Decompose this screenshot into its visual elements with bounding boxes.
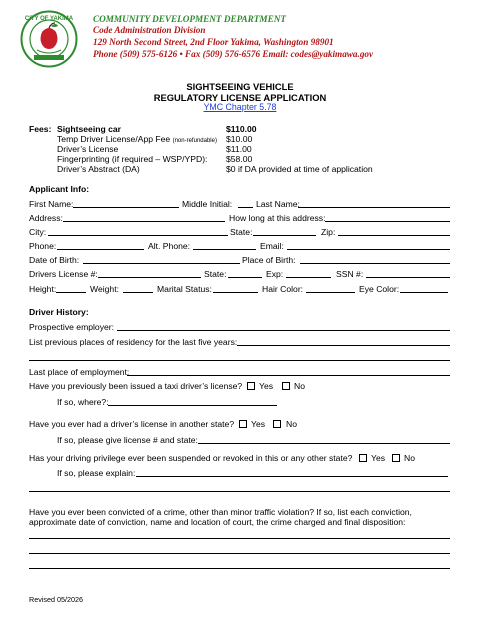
zip-label: Zip: <box>321 227 336 237</box>
driver-history-heading: Driver History: <box>29 307 89 317</box>
last-employment-field[interactable] <box>127 375 450 376</box>
hair-color-label: Hair Color: <box>262 284 304 294</box>
other-state-yes-checkbox[interactable] <box>239 420 247 428</box>
pob-field[interactable] <box>300 263 450 264</box>
svg-text:CITY OF YAKIMA: CITY OF YAKIMA <box>24 16 74 22</box>
fee-item-amount: $110.00 <box>226 124 257 134</box>
dob-label: Date of Birth: <box>29 255 80 265</box>
explain-field[interactable] <box>136 476 448 477</box>
revised-date: Revised 05/2026 <box>29 595 83 604</box>
yes-label: Yes <box>259 381 274 391</box>
taxi-where-label: If so, where?: <box>57 397 109 407</box>
last-name-field[interactable] <box>298 207 450 208</box>
middle-initial-label: Middle Initial: <box>182 199 233 209</box>
applicant-info-heading: Applicant Info: <box>29 184 90 194</box>
conviction-field-line[interactable] <box>29 538 450 539</box>
ymc-chapter-link[interactable]: YMC Chapter 5.78 <box>203 102 277 112</box>
fees-label: Fees: <box>29 124 52 134</box>
zip-field[interactable] <box>338 235 450 236</box>
alt-phone-label: Alt. Phone: <box>148 241 191 251</box>
conviction-field-line[interactable] <box>29 568 450 569</box>
marital-status-field[interactable] <box>213 292 258 293</box>
conviction-field-line[interactable] <box>29 553 450 554</box>
form-title-line1: SIGHTSEEING VEHICLE <box>186 81 294 92</box>
explain-field-continued[interactable] <box>29 491 450 492</box>
ssn-label: SSN #: <box>336 269 364 279</box>
residency-field-continued[interactable] <box>29 360 450 361</box>
department-address: 129 North Second Street, 2nd Floor Yakima, Washington 98901 <box>93 37 334 47</box>
exp-field[interactable] <box>286 277 331 278</box>
fee-item-amount: $58.00 <box>226 154 253 164</box>
other-state-detail-label: If so, please give license # and state: <box>57 435 198 445</box>
ssn-field[interactable] <box>366 277 450 278</box>
other-state-no-checkbox[interactable] <box>273 420 281 428</box>
address-field[interactable] <box>63 221 225 222</box>
other-state-question: Have you ever had a driver’s license in another state? <box>29 419 235 429</box>
residency-label: List previous places of residency for the last five years: <box>29 337 238 347</box>
explain-label: If so, please explain: <box>57 468 136 478</box>
first-name-field[interactable] <box>73 207 179 208</box>
email-label: Email: <box>260 241 284 251</box>
department-name: COMMUNITY DEVELOPMENT DEPARTMENT <box>93 14 286 24</box>
last-name-label: Last Name: <box>256 199 300 209</box>
city-field[interactable] <box>48 235 228 236</box>
drivers-license-field[interactable] <box>98 277 201 278</box>
conviction-question-line1: Have you ever been convicted of a crime, other than minor traffic violation? If so, list each conviction, <box>29 507 412 517</box>
marital-status-label: Marital Status: <box>157 284 212 294</box>
how-long-label: How long at this address: <box>229 213 326 223</box>
yes-label: Yes <box>251 419 266 429</box>
suspended-question: Has your driving privilege ever been suspended or revoked in this or any other state? <box>29 453 353 463</box>
exp-label: Exp: <box>266 269 284 279</box>
taxi-license-question: Have you previously been issued a taxi driver’s license? <box>29 381 243 391</box>
division-name: Code Administration Division <box>93 25 206 35</box>
dl-state-label: State: <box>204 269 227 279</box>
dl-state-field[interactable] <box>228 277 262 278</box>
fee-item-name: Sightseeing car <box>57 124 121 134</box>
taxi-no-checkbox[interactable] <box>282 382 290 390</box>
eye-color-field[interactable] <box>400 292 448 293</box>
state-field[interactable] <box>253 235 316 236</box>
alt-phone-field[interactable] <box>193 249 256 250</box>
how-long-field[interactable] <box>325 221 450 222</box>
drivers-license-label: Drivers License #: <box>29 269 98 279</box>
city-seal-logo <box>20 10 78 68</box>
yes-label: Yes <box>371 453 386 463</box>
no-label: No <box>404 453 415 463</box>
height-label: Height: <box>29 284 57 294</box>
residency-field[interactable] <box>237 345 450 346</box>
email-field[interactable] <box>287 249 450 250</box>
weight-field[interactable] <box>123 292 153 293</box>
state-label: State: <box>230 227 253 237</box>
prospective-employer-field[interactable] <box>117 330 450 331</box>
last-employment-label: Last place of employment: <box>29 367 130 377</box>
fee-item-name: Fingerprinting (if required – WSP/YPD): <box>57 154 208 164</box>
first-name-label: First Name: <box>29 199 74 209</box>
city-label: City: <box>29 227 47 237</box>
pob-label: Place of Birth: <box>242 255 296 265</box>
fee-item-amount: $11.00 <box>226 144 252 154</box>
address-label: Address: <box>29 213 63 223</box>
fee-item-name: Driver’s Abstract (DA) <box>57 164 140 174</box>
form-title-line2: REGULATORY LICENSE APPLICATION <box>153 92 327 103</box>
suspended-yes-checkbox[interactable] <box>359 454 367 462</box>
department-contact: Phone (509) 575-6126 • Fax (509) 576-6576 Email: codes@yakimawa.gov <box>93 49 374 59</box>
fee-item-name: Driver’s License <box>57 144 119 154</box>
phone-label: Phone: <box>29 241 57 251</box>
other-state-detail-field[interactable] <box>198 443 450 444</box>
eye-color-label: Eye Color: <box>359 284 400 294</box>
weight-label: Weight: <box>90 284 119 294</box>
taxi-yes-checkbox[interactable] <box>247 382 255 390</box>
middle-initial-field[interactable] <box>238 207 253 208</box>
taxi-where-field[interactable] <box>108 405 277 406</box>
fee-item-note: (non-refundable) <box>172 138 217 144</box>
fee-item-amount: $10.00 <box>226 134 253 144</box>
suspended-no-checkbox[interactable] <box>392 454 400 462</box>
hair-color-field[interactable] <box>306 292 355 293</box>
conviction-question-line2: approximate date of conviction, name and location of court, the crime charged and final disposition: <box>29 517 406 527</box>
fee-item-amount: $0 if DA provided at time of application <box>226 164 373 174</box>
height-field[interactable] <box>56 292 86 293</box>
dob-field[interactable] <box>83 263 240 264</box>
no-label: No <box>294 381 305 391</box>
fee-item-name: Temp Driver License/App Fee (non-refundable) <box>57 134 217 144</box>
no-label: No <box>286 419 297 429</box>
phone-field[interactable] <box>57 249 144 250</box>
prospective-employer-label: Prospective employer: <box>29 322 115 332</box>
